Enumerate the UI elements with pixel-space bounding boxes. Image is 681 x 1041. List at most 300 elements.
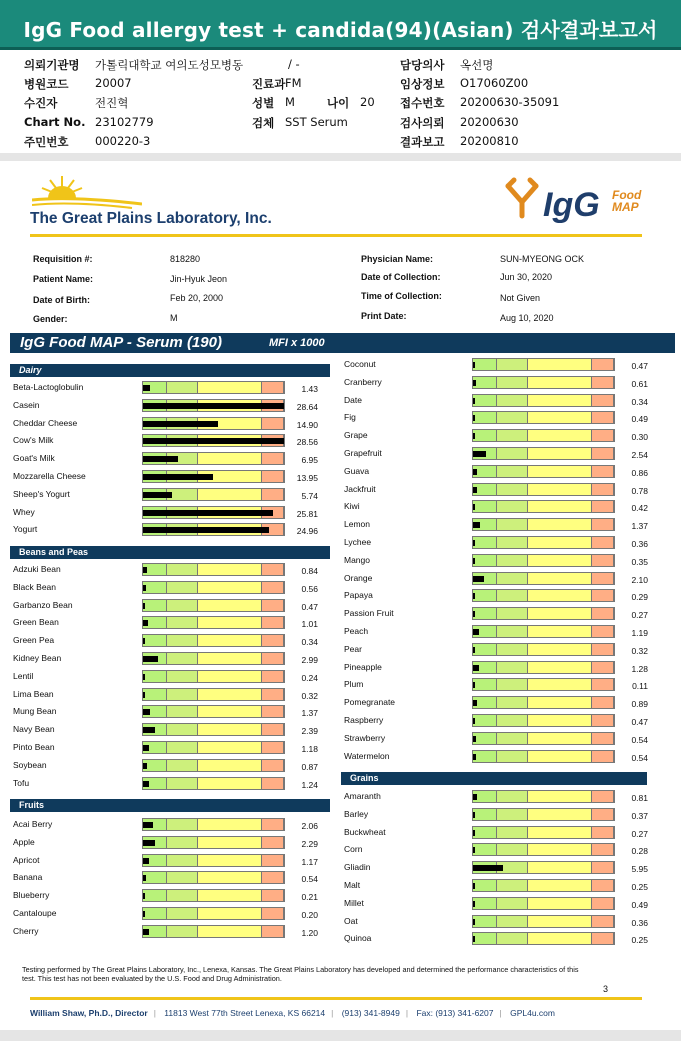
section-header: Fruits [10, 799, 330, 812]
gauge-zone [198, 724, 262, 735]
gauge-zone [473, 898, 497, 909]
food-gauge [472, 696, 615, 709]
food-gauge [472, 500, 615, 513]
food-gauge [472, 572, 615, 585]
gauge-zone [528, 862, 592, 873]
korean-info-label: 주민번호 [24, 135, 69, 149]
report-header-bar [0, 0, 681, 50]
page-number: 3 [603, 984, 609, 994]
gauge-zone [528, 644, 592, 655]
gauge-zone [528, 501, 592, 512]
gauge-zone [497, 791, 528, 802]
gauge-zone [167, 926, 198, 937]
food-name: Quinoa [344, 933, 372, 944]
gauge-zone [473, 844, 497, 855]
food-value: 0.86 [631, 467, 648, 478]
food-gauge [472, 483, 615, 496]
food-gauge [142, 723, 285, 736]
gauge-zone [497, 448, 528, 459]
food-value: 6.95 [301, 455, 318, 466]
korean-info-label: 수진자 [24, 96, 58, 110]
food-value: 0.30 [631, 432, 648, 443]
gauge-zone [528, 626, 592, 637]
food-name: Peach [344, 626, 369, 636]
food-gauge [472, 358, 615, 371]
gauge-bar [143, 510, 273, 516]
gauge-zone [528, 395, 592, 406]
gauge-bar [143, 692, 145, 698]
food-name: Cheddar Cheese [13, 417, 78, 428]
food-value: 5.74 [301, 490, 318, 501]
gauge-zone [528, 484, 592, 495]
gauge-zone [473, 733, 497, 744]
lab-name: The Great Plains Laboratory, Inc. [30, 210, 272, 227]
gauge-bar [143, 822, 153, 828]
gauge-zone [497, 880, 528, 891]
food-value: 0.32 [301, 690, 318, 701]
patient-info-label: Gender: [33, 314, 68, 324]
gauge-zone [473, 880, 497, 891]
gauge-zone [198, 635, 262, 646]
food-value: 0.78 [631, 485, 648, 496]
food-gauge [472, 643, 615, 656]
gauge-zone [167, 382, 198, 393]
korean-info-label: 임상정보 [400, 77, 445, 91]
gauge-zone [473, 644, 497, 655]
food-name: Oat [344, 915, 358, 926]
food-value: 0.89 [631, 699, 648, 710]
food-gauge [142, 741, 285, 754]
food-name: Banana [13, 872, 43, 883]
gauge-bar [473, 451, 486, 457]
food-gauge [142, 488, 285, 501]
food-value: 2.06 [301, 821, 318, 831]
food-value: 0.56 [301, 583, 318, 594]
food-gauge [472, 808, 615, 821]
food-gauge [142, 581, 285, 594]
gauge-zone [143, 635, 167, 646]
footer-address: 11813 West 77th Street Lenexa, KS 66214 [164, 1008, 326, 1018]
korean-info-label: Chart No. [24, 115, 86, 129]
food-gauge [472, 714, 615, 727]
gauge-zone [473, 590, 497, 601]
gauge-zone [528, 679, 592, 690]
patient-info-value: 818280 [170, 254, 201, 264]
gauge-bar [143, 585, 146, 591]
food-gauge [142, 470, 285, 483]
food-name: Whey [13, 506, 35, 517]
gauge-zone [198, 855, 262, 866]
food-name: Cherry [13, 925, 39, 936]
food-name: Malt [344, 880, 361, 890]
report-title: IgG Food allergy test + candida(94)(Asian) 검사결과보고서 [23, 18, 658, 42]
gauge-zone [167, 600, 198, 611]
food-value: 2.54 [631, 450, 648, 460]
gauge-zone [143, 600, 167, 611]
gauge-bar [473, 901, 475, 907]
map-title-bar [10, 333, 675, 353]
korean-info-label: 검사의뢰 [400, 116, 445, 130]
korean-info-value: O17060Z00 [460, 76, 529, 90]
food-name: Cantaloupe [13, 908, 57, 918]
gauge-bar [473, 647, 475, 653]
food-gauge [472, 536, 615, 549]
gauge-zone [497, 412, 528, 423]
korean-info-value: 가톨릭대학교 여의도성모병동 [95, 58, 244, 72]
gauge-zone [528, 844, 592, 855]
gauge-zone [473, 537, 497, 548]
food-value: 1.01 [301, 619, 318, 630]
korean-info-label: 성별 [252, 96, 275, 110]
gauge-bar [143, 492, 172, 498]
food-name: Apple [13, 836, 35, 847]
food-value: 0.11 [632, 681, 648, 692]
food-name: Buckwheat [344, 826, 386, 837]
food-gauge [142, 670, 285, 683]
food-gauge [142, 871, 285, 884]
food-name: Green Pea [13, 635, 55, 646]
gauge-bar [473, 865, 503, 871]
korean-info-value: 20200810 [460, 134, 519, 148]
gauge-zone [528, 827, 592, 838]
gauge-zone [497, 916, 528, 927]
gauge-zone [167, 855, 198, 866]
gauge-bar [143, 385, 150, 391]
food-gauge [472, 429, 615, 442]
gauge-zone [497, 395, 528, 406]
gauge-bar [473, 847, 475, 853]
bottom-band [0, 1030, 681, 1041]
gauge-bar [143, 527, 269, 533]
gauge-zone [473, 395, 497, 406]
patient-info-label: Time of Collection: [361, 291, 442, 301]
food-gauge [472, 843, 615, 856]
food-name: Fig [344, 412, 356, 423]
food-name: Casein [13, 399, 40, 410]
footer: William Shaw, Ph.D., Director | 11813 West 77th Street Lenexa, KS 66214 | (913) 341-8949 | Fax: (913) 341-6207 | GPL4u.com [30, 1008, 555, 1018]
food-value: 1.18 [301, 744, 318, 754]
food-name: Lychee [344, 537, 372, 547]
gauge-bar [143, 456, 178, 462]
food-gauge [472, 750, 615, 763]
gauge-bar [473, 593, 475, 599]
gauge-bar [143, 763, 147, 769]
food-gauge [472, 932, 615, 945]
gauge-zone [198, 600, 262, 611]
food-name: Pineapple [344, 661, 382, 672]
igg-logo-sub [612, 189, 641, 213]
gauge-bar [473, 700, 477, 706]
gauge-zone [528, 412, 592, 423]
food-gauge [142, 652, 285, 665]
korean-info-value: 20007 [95, 76, 132, 90]
gauge-bar [143, 474, 213, 480]
gauge-bar [143, 929, 149, 935]
section-header: Beans and Peas [10, 546, 330, 559]
food-name: Amaranth [344, 791, 381, 801]
food-name: Guava [344, 465, 370, 476]
food-value: 0.47 [631, 361, 648, 371]
gauge-bar [473, 576, 484, 582]
gauge-zone [473, 679, 497, 690]
food-gauge [142, 599, 285, 612]
gauge-zone [497, 377, 528, 388]
korean-info-value: 23102779 [95, 115, 154, 129]
gauge-zone [167, 724, 198, 735]
food-name: Grapefruit [344, 448, 382, 458]
food-value: 0.20 [301, 910, 318, 920]
gauge-bar [473, 487, 477, 493]
gauge-zone [167, 778, 198, 789]
food-value: 28.64 [296, 401, 318, 412]
footer-web: GPL4u.com [510, 1008, 555, 1018]
gauge-zone [473, 412, 497, 423]
gauge-zone [167, 872, 198, 883]
gauge-bar [473, 936, 475, 942]
gauge-bar [473, 362, 475, 368]
map-unit: MFI x 1000 [269, 337, 325, 349]
gauge-zone [528, 880, 592, 891]
gauge-bar [473, 380, 476, 386]
gauge-zone [198, 778, 262, 789]
gauge-bar [143, 840, 155, 846]
footer-director: William Shaw, Ph.D., Director [30, 1008, 148, 1018]
food-name: Watermelon [344, 750, 390, 761]
gauge-bar [473, 433, 475, 439]
food-gauge [142, 759, 285, 772]
food-name: Yogurt [13, 524, 38, 535]
gauge-zone [167, 689, 198, 700]
food-value: 0.25 [631, 935, 648, 946]
gauge-bar [143, 603, 145, 609]
gauge-zone [167, 819, 198, 830]
gauge-bar [473, 522, 480, 528]
gauge-zone [497, 697, 528, 708]
food-name: Millet [344, 897, 364, 908]
food-value: 0.27 [631, 610, 648, 621]
food-value: 0.37 [631, 810, 648, 821]
food-name: Jackfruit [344, 483, 376, 494]
gauge-zone [497, 751, 528, 762]
map-title: IgG Food MAP - Serum (190) [20, 334, 222, 351]
gauge-bar [473, 830, 475, 836]
gauge-zone [167, 582, 198, 593]
food-name: Mozzarella Cheese [13, 471, 86, 481]
korean-info-label: 접수번호 [400, 96, 445, 110]
gauge-zone [167, 564, 198, 575]
divider-band [0, 153, 681, 161]
food-gauge [142, 818, 285, 831]
food-value: 0.28 [631, 846, 648, 857]
korean-info-value: FM [285, 76, 302, 90]
gauge-zone [497, 573, 528, 584]
gauge-zone [528, 555, 592, 566]
gauge-zone [497, 466, 528, 477]
gauge-zone [497, 501, 528, 512]
food-value: 1.20 [301, 927, 318, 938]
gauge-zone [198, 617, 262, 628]
gauge-zone [167, 671, 198, 682]
food-gauge [142, 434, 285, 447]
food-gauge [472, 826, 615, 839]
food-value: 2.99 [301, 655, 318, 665]
patient-info-label: Date of Collection: [361, 272, 441, 282]
food-name: Lemon [344, 519, 370, 530]
gauge-zone [528, 537, 592, 548]
food-gauge [472, 518, 615, 531]
food-name: Adzuki Bean [13, 564, 61, 574]
food-value: 13.95 [296, 473, 318, 483]
patient-info-value: Jun 30, 2020 [500, 272, 553, 282]
food-name: Corn [344, 844, 363, 855]
food-name: Lentil [13, 670, 34, 681]
food-name: Barley [344, 808, 369, 819]
food-value: 1.19 [631, 628, 648, 638]
food-value: 0.49 [631, 899, 648, 910]
gauge-zone [198, 706, 262, 717]
food-name: Raspberry [344, 715, 384, 725]
gauge-zone [497, 733, 528, 744]
gauge-zone [167, 635, 198, 646]
food-name: Kidney Bean [13, 653, 62, 663]
gauge-bar [143, 421, 218, 427]
food-name: Blueberry [13, 890, 50, 901]
gauge-zone [497, 590, 528, 601]
gauge-zone [143, 872, 167, 883]
gauge-zone [198, 653, 262, 664]
food-gauge [472, 661, 615, 674]
gauge-zone [167, 837, 198, 848]
gauge-zone [198, 760, 262, 771]
gauge-bar [143, 875, 146, 881]
gauge-zone [528, 573, 592, 584]
gauge-zone [497, 430, 528, 441]
korean-info-value: 20200630-35091 [460, 95, 560, 109]
gauge-zone [473, 555, 497, 566]
gauge-zone [198, 564, 262, 575]
gauge-bar [143, 727, 155, 733]
food-name: Goat's Milk [13, 453, 55, 464]
gauge-bar [143, 781, 149, 787]
patient-info-label: Print Date: [361, 311, 407, 321]
patient-info-value: M [170, 313, 178, 323]
patient-info-label: Requisition #: [33, 254, 93, 264]
korean-info-label: 결과보고 [400, 135, 445, 149]
gauge-zone [497, 898, 528, 909]
korean-info-value: SST Serum [285, 115, 348, 129]
patient-info-label: Patient Name: [33, 274, 94, 284]
food-name: Acai Berry [13, 819, 53, 829]
food-name: Pinto Bean [13, 742, 55, 752]
food-value: 2.29 [301, 838, 318, 849]
food-value: 24.96 [296, 526, 318, 537]
gauge-zone [528, 733, 592, 744]
food-value: 0.21 [301, 892, 318, 903]
igg-logo-text: IgG [543, 186, 600, 224]
food-gauge [472, 790, 615, 803]
food-name: Strawberry [344, 732, 386, 743]
gauge-bar [143, 638, 145, 644]
gauge-bar [143, 620, 148, 626]
gauge-zone [528, 697, 592, 708]
food-value: 0.42 [631, 503, 648, 514]
korean-info-label: 검체 [252, 116, 275, 130]
gauge-bar [143, 674, 145, 680]
gauge-bar [473, 629, 479, 635]
gauge-bar [143, 858, 149, 864]
food-name: Lima Bean [13, 688, 54, 699]
gauge-zone [528, 519, 592, 530]
food-gauge [142, 417, 285, 430]
food-gauge [472, 447, 615, 460]
gauge-zone [473, 377, 497, 388]
gauge-zone [167, 706, 198, 717]
gauge-zone [528, 791, 592, 802]
gauge-zone [528, 430, 592, 441]
igg-logo-food: Food [612, 188, 642, 202]
gauge-bar [143, 656, 158, 662]
food-value: 0.29 [631, 592, 648, 603]
gauge-zone [473, 827, 497, 838]
food-name: Black Bean [13, 581, 56, 592]
antibody-icon [500, 176, 544, 220]
gauge-zone [528, 933, 592, 944]
gauge-zone [198, 689, 262, 700]
gauge-bar [473, 736, 476, 742]
food-value: 2.39 [301, 726, 318, 737]
patient-info-value: Not Given [500, 293, 541, 303]
gauge-zone [497, 537, 528, 548]
korean-info-value: 20200630 [460, 115, 519, 129]
gauge-zone [198, 582, 262, 593]
food-gauge [472, 554, 615, 567]
gauge-zone [473, 933, 497, 944]
food-gauge [142, 634, 285, 647]
food-value: 0.81 [631, 793, 648, 803]
gauge-zone [528, 448, 592, 459]
gauge-zone [473, 916, 497, 927]
food-name: Kiwi [344, 501, 360, 512]
food-value: 0.27 [631, 828, 648, 839]
food-name: Tofu [13, 777, 30, 788]
food-value: 25.81 [296, 508, 318, 519]
korean-info-value: M [285, 95, 295, 109]
korean-info-label: 병원코드 [24, 77, 69, 91]
gauge-bar [473, 415, 475, 421]
gauge-bar [473, 682, 475, 688]
gauge-zone [528, 809, 592, 820]
food-gauge [142, 688, 285, 701]
korean-info-value: 전진혁 [95, 96, 129, 110]
patient-info-value: Aug 10, 2020 [500, 313, 554, 323]
food-gauge [142, 563, 285, 576]
gauge-zone [497, 555, 528, 566]
food-value: 0.54 [301, 874, 318, 885]
food-value: 0.25 [631, 882, 648, 892]
food-name: Grape [344, 430, 368, 441]
food-value: 0.34 [301, 637, 318, 648]
gauge-zone [143, 890, 167, 901]
food-gauge [472, 915, 615, 928]
food-value: 0.54 [631, 752, 648, 763]
gauge-zone [167, 760, 198, 771]
food-value: 0.87 [301, 761, 318, 772]
food-gauge [142, 925, 285, 938]
gauge-bar [473, 794, 477, 800]
gauge-zone [198, 890, 262, 901]
korean-info-label: 담당의사 [400, 58, 445, 72]
food-name: Mango [344, 554, 370, 565]
